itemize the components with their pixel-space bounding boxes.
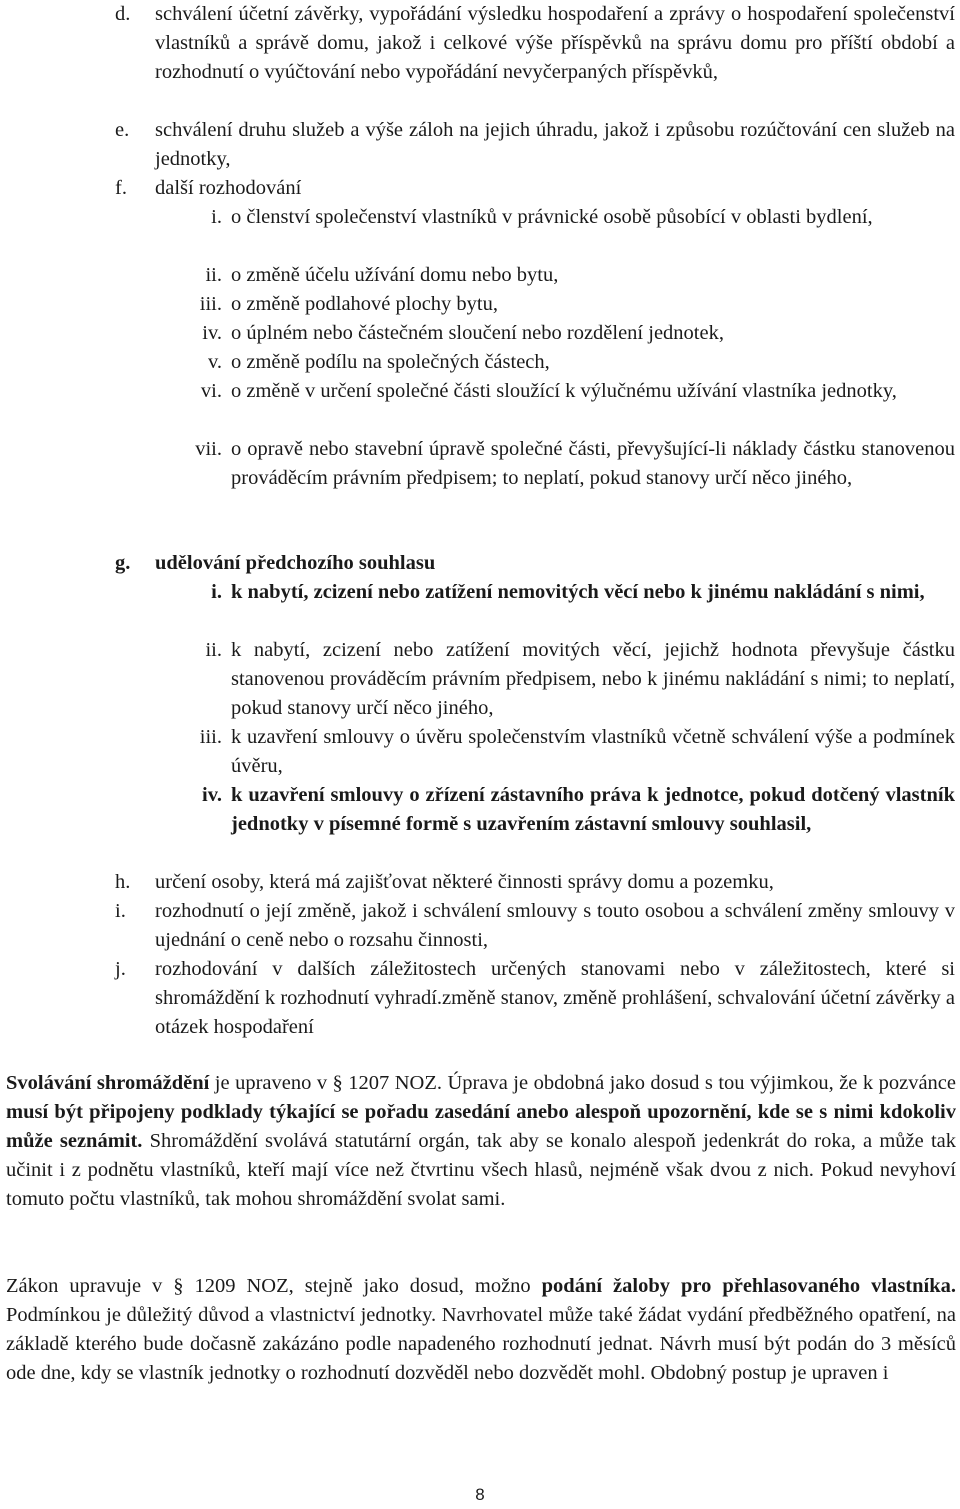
list-label: d. [115, 3, 131, 25]
sublist-label: iii. [199, 726, 222, 748]
list-label: i. [115, 900, 126, 922]
sublist-label: i. [211, 581, 222, 603]
list-label: g. [115, 552, 131, 574]
bold-text: podání žaloby pro přehlasovaného vlastníka. [541, 1275, 956, 1297]
sublist-text: o opravě nebo stavební úpravě společné části, převyšující-li náklady částku stanovenou prováděcím právním předpisem; to neplatí, pokud stanovy určí něco jiného, [231, 438, 955, 489]
sublist-label: ii. [205, 639, 222, 661]
section-sign: § [332, 1072, 343, 1094]
list-text: určení osoby, která má zajišťovat některé činnosti správy domu a pozemku, [155, 871, 774, 893]
sublist-text: o změně podlahové plochy bytu, [231, 293, 499, 315]
sublist-label: vi. [200, 380, 222, 402]
sublist-label: i. [211, 206, 222, 228]
list-label: j. [115, 958, 126, 980]
sublist-text: k nabytí, zcizení nebo zatížení movitých věcí, jejichž hodnota převyšuje částku stanovenou prováděcím právním předpisem, nebo k jinému nakládání s nimi; to neplatí, pokud stanovy určí něco jiného, [231, 639, 955, 719]
page-number: 8 [475, 1485, 485, 1504]
list-text: schválení druhu služeb a výše záloh na jejich úhradu, jakož i způsobu rozúčtování cen služeb na jednotky, [155, 119, 955, 170]
list-text: rozhodování v dalších záležitostech určených stanovami nebo v záležitostech, které si shromáždění k rozhodnutí vyhradí.změně stanov, změně prohlášení, schvalování účetní závěrky a otázek hospodaření [155, 958, 955, 1038]
section-sign: § [173, 1275, 184, 1297]
text-run: 1207 NOZ. Úprava je obdobná jako dosud s tou výjimkou, že k pozvánce [342, 1072, 956, 1094]
sublist-label: iii. [199, 293, 222, 315]
sublist-text: o změně v určení společné části sloužící k výlučnému užívání vlastníka jednotky, [231, 380, 897, 402]
list-text: další rozhodování [155, 177, 302, 199]
list-text: udělování předchozího souhlasu [155, 552, 436, 574]
paragraph-svolavani [6, 1069, 956, 1214]
sublist-text: o členství společenství vlastníků v právnické osobě působící v oblasti bydlení, [231, 206, 873, 228]
sublist-label: iv. [202, 784, 222, 806]
list-text: schválení účetní závěrky, vypořádání výsledku hospodaření a zprávy o hospodaření společenství vlastníků a správě domu, jakož i celkové výše příspěvků na správu domu pro příští období a rozhodnutí o vyúčtování nebo vypořádání nevyčerpaných příspěvků, [155, 3, 955, 83]
text-run: 1209 NOZ, stejně jako dosud, možno [183, 1275, 542, 1297]
sublist-text: k uzavření smlouvy o zřízení zástavního práva k jednotce, pokud dotčený vlastník jednotky v písemné formě s uzavřením zástavní smlouvy souhlasil, [231, 784, 955, 835]
text-run: Zákon upravuje v [6, 1275, 174, 1297]
sublist-text: k nabytí, zcizení nebo zatížení nemovitých věcí nebo k jinému nakládání s nimi, [231, 581, 925, 603]
text-run: je upraveno v [209, 1072, 333, 1094]
sublist-text: o změně podílu na společných částech, [231, 351, 550, 373]
list-label: h. [115, 871, 131, 893]
list-label: e. [115, 119, 130, 141]
sublist-text: o úplném nebo částečném sloučení nebo rozdělení jednotek, [231, 322, 724, 344]
text-run: Shromáždění svolává statutární orgán, tak aby se konalo alespoň jedenkrát do roka, a může tak učinit i z podnětu vlastníků, kteří mají více než čtvrtinu všech hlasů, nejméně však dvou z nich. Pokud nevyhoví tomuto počtu vlastníků, tak mohou shromáždění svolat sami. [6, 1130, 956, 1210]
sublist-text: o změně účelu užívání domu nebo bytu, [231, 264, 559, 286]
sublist-label: ii. [205, 264, 222, 286]
bold-text: musí být připojeny podklady týkající se pořadu zasedání anebo alespoň upozornění, kde se s nimi kdokoliv může seznámit. [6, 1101, 956, 1152]
text-run: Podmínkou je důležitý důvod a vlastnictví jednotky. Navrhovatel může také žádat vydání předběžného opatření, na základě kterého bude dočasně zakázáno podle napadeného rozhodnutí jednat. Návrh musí být podán do 3 měsíců ode dne, kdy se vlastník jednotky o rozhodnutí dozvěděl nebo dozvědět mohl. Obdobný postup je upraven i [6, 1304, 956, 1384]
list-text: rozhodnutí o její změně, jakož i schválení smlouvy s touto osobou a schválení změny smlouvy v ujednání o ceně nebo o rozsahu činnosti, [155, 900, 955, 951]
sublist-label: vii. [195, 438, 222, 460]
list-label: f. [115, 177, 127, 199]
bold-text: Svolávání shromáždění [6, 1072, 210, 1094]
sublist-label: v. [207, 351, 222, 373]
paragraph-zaloba [6, 1272, 956, 1388]
sublist-text: k uzavření smlouvy o úvěru společenstvím vlastníků včetně schválení výše a podmínek úvěru, [231, 726, 955, 777]
sublist-label: iv. [202, 322, 222, 344]
